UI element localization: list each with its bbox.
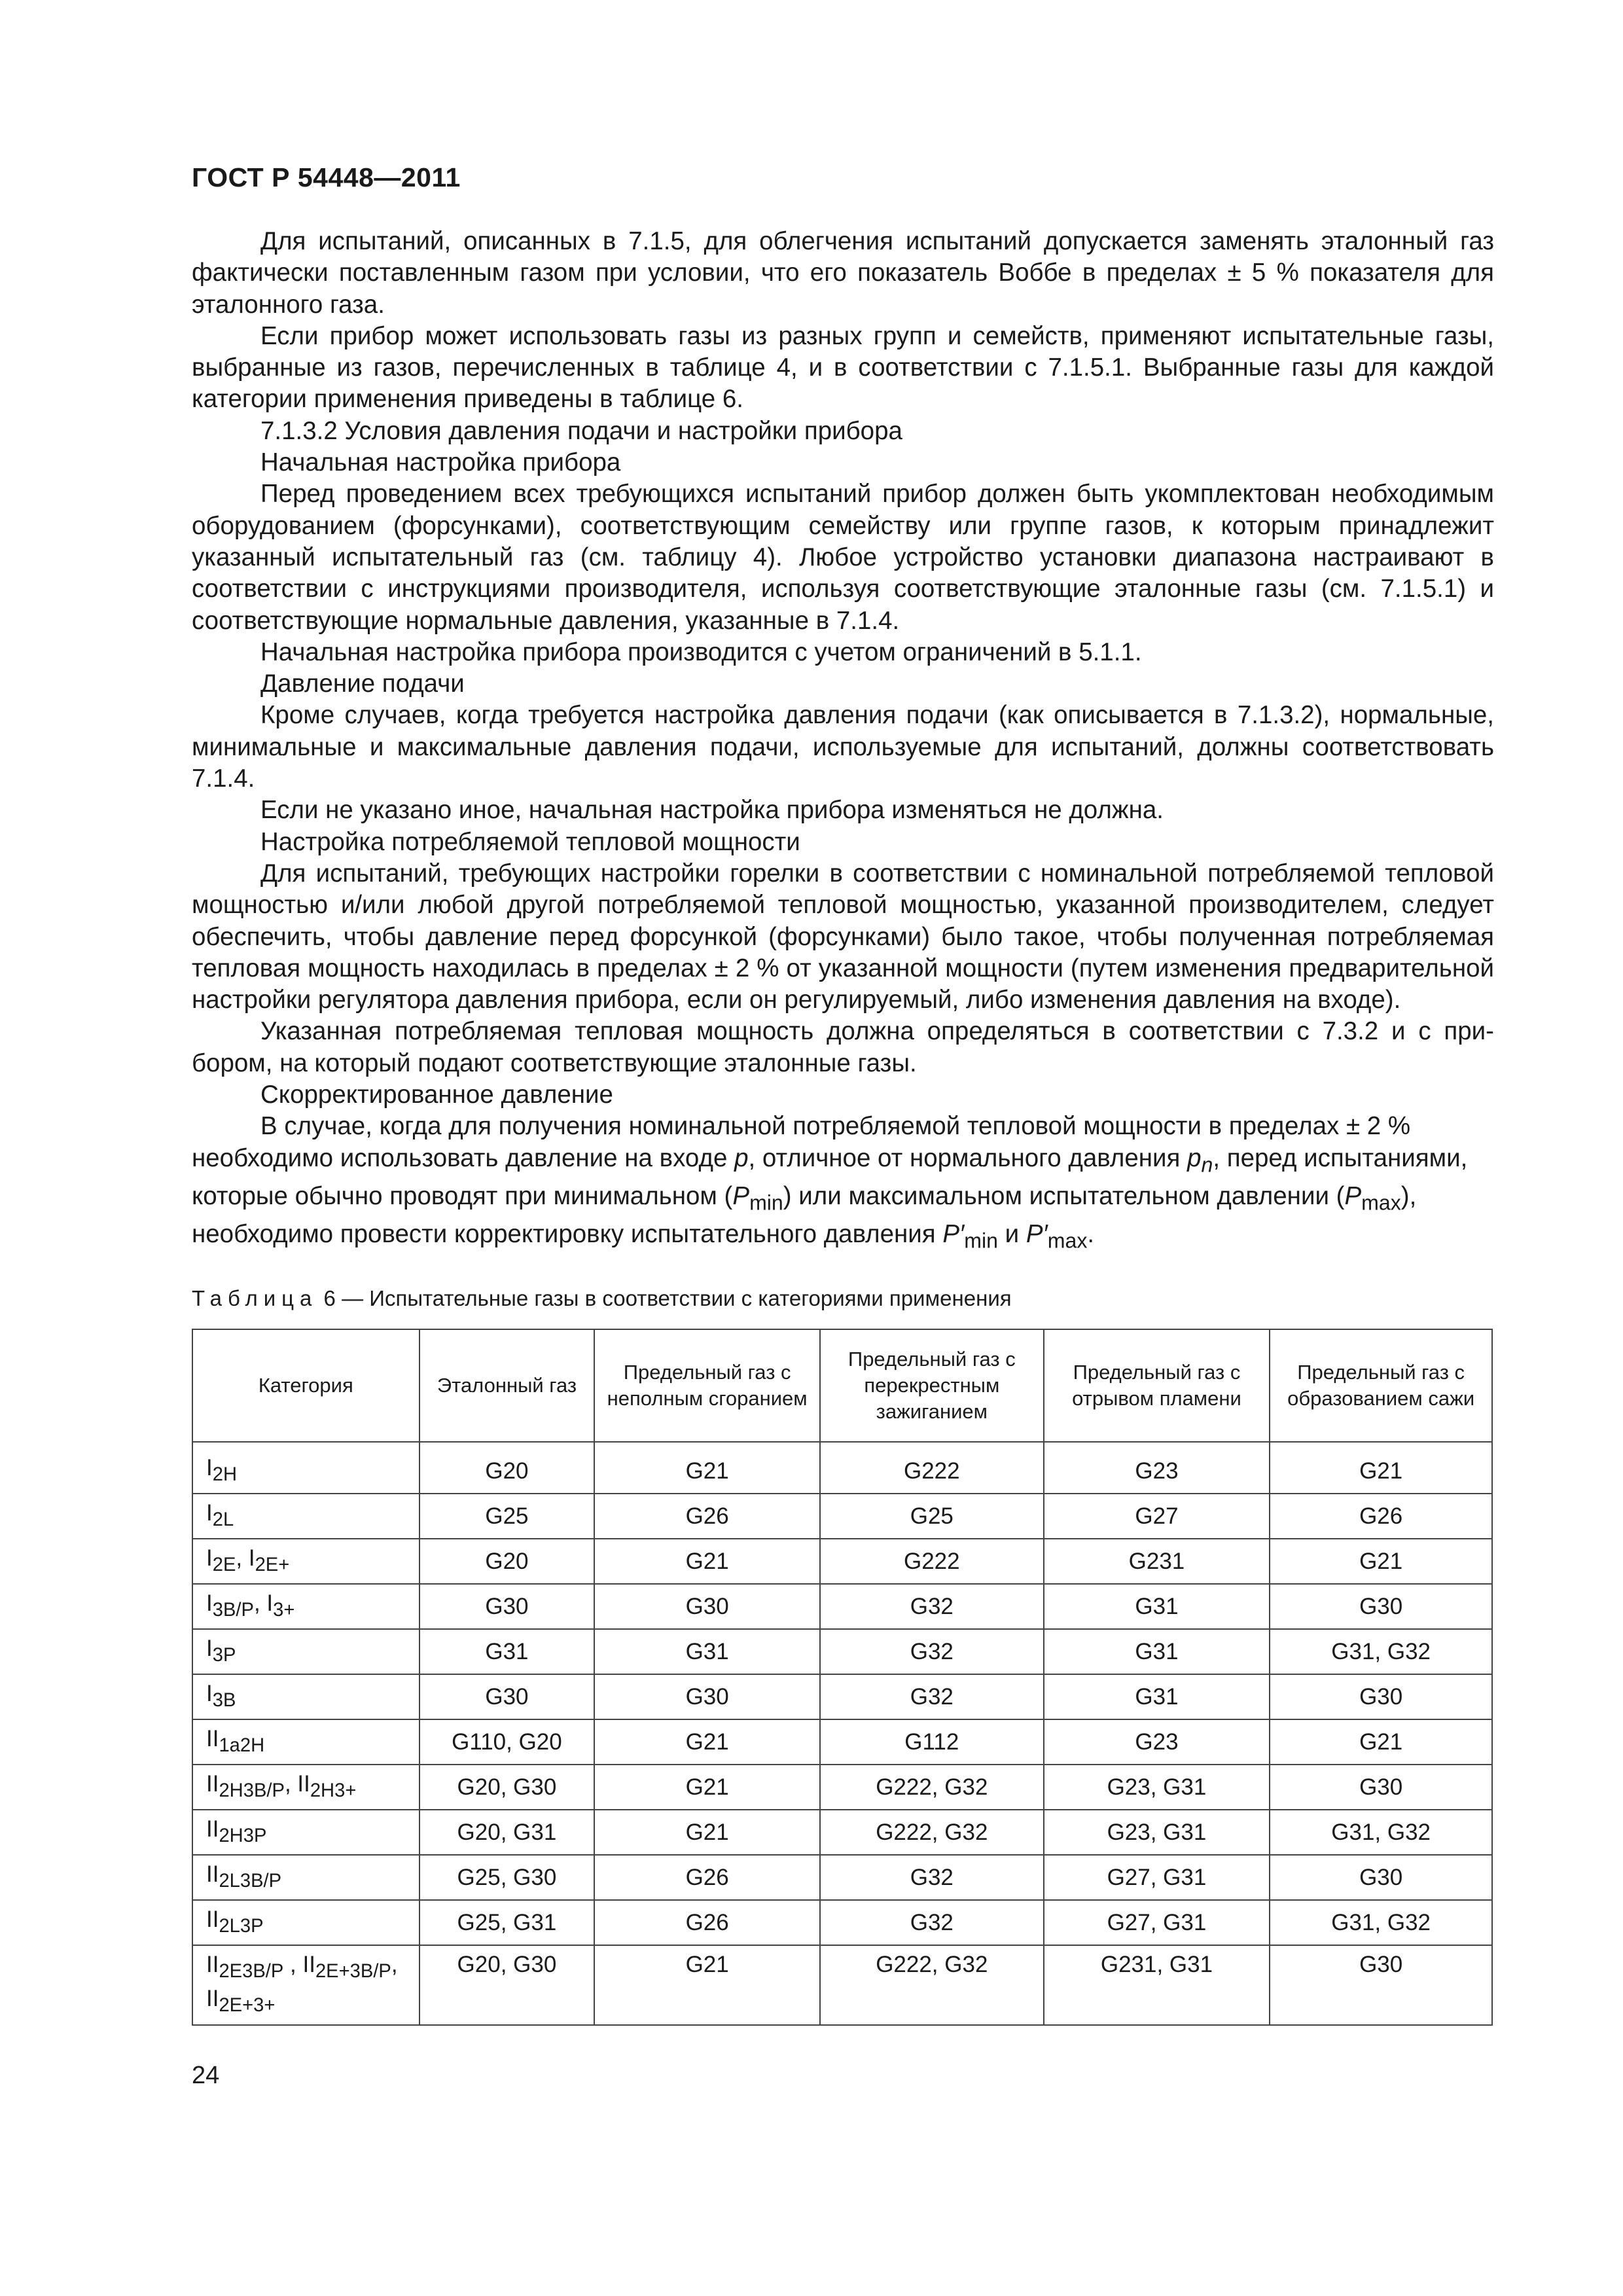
category-subscript: 2H3B/P <box>219 1780 285 1801</box>
category-cell: $II_{2H3B/P}$, $II_{2H3+}$ <box>192 1765 419 1810</box>
category-subscript: 2L3P <box>219 1915 264 1937</box>
category-symbol: II <box>297 1770 310 1797</box>
table-row <box>192 1539 1492 1584</box>
gas-cell: G21 <box>594 1539 820 1584</box>
gas-cell: G30 <box>419 1674 595 1719</box>
gas-cell: G31, G32 <box>1270 1900 1492 1945</box>
paragraph: Указанная потребляемая тепловая мощность должна определяться в соответствии с 7.3.2 и с прибором, на который подают соответствующие эталонные газы. <box>192 1017 1494 1077</box>
category-symbol: I <box>206 1680 213 1706</box>
gas-cell: G21 <box>594 1719 820 1765</box>
category-symbol: I <box>206 1454 213 1480</box>
category-symbol: II <box>206 1816 219 1842</box>
category-cell <box>192 1629 419 1674</box>
category-cell <box>192 1855 419 1900</box>
column-header: Предельный газ с перекрестным зажиганием <box>820 1329 1044 1442</box>
gas-cell: G222, G32 <box>820 1810 1044 1855</box>
table-row <box>192 1945 1492 2025</box>
table-header-row <box>192 1329 1492 1442</box>
gas-cell: G231, G31 <box>1044 1945 1270 2025</box>
category-symbol: II <box>206 1906 219 1932</box>
category-subscript: 3B/P <box>212 1599 254 1621</box>
gas-cell: G32 <box>820 1584 1044 1629</box>
category-symbol: I <box>206 1590 213 1616</box>
gas-cell: G25 <box>419 1494 595 1539</box>
category-symbol: II <box>206 1861 219 1887</box>
gas-cell: G31 <box>594 1629 820 1674</box>
table-row <box>192 1810 1492 1855</box>
gas-cell: G21 <box>594 1810 820 1855</box>
gas-cell: G20 <box>419 1442 595 1494</box>
section-heading: 7.1.3.2 Условия давления подачи и настройки прибора <box>260 416 902 445</box>
category-symbol: I <box>266 1590 274 1616</box>
category-symbol: II <box>206 1986 219 2011</box>
gas-cell: G112 <box>820 1719 1044 1765</box>
category-subscript: 3+ <box>273 1599 295 1621</box>
gas-cell: G21 <box>1270 1719 1492 1765</box>
paragraph: Перед проведением всех требующихся испытаний прибор должен быть укомплектован необходимым оборудованием (форсунками), соответствующим семейству или группе газов, к которым принадлежит указанный испытательный газ (см. таблицу 4). Любое устройство установки диапазона настраивают в соответствии с инструкциями производителя, используя соответствующие эталонные газы (см. 7.1.5.1) и соответствующие нормальные давления, указанные в 7.1.4. <box>192 480 1494 635</box>
gas-cell: G23, G31 <box>1044 1810 1270 1855</box>
gas-cell: G32 <box>820 1900 1044 1945</box>
gas-cell: G32 <box>820 1674 1044 1719</box>
category-cell: $I_{2E}$, $I_{2E+}$ <box>192 1539 419 1584</box>
gas-cell: G222, G32 <box>820 1765 1044 1810</box>
category-cell: $II_{2E3B/P}$ , $II_{2E+3B/P}$, $II_{2E+3+}$ <box>192 1945 419 2025</box>
gas-cell: G32 <box>820 1855 1044 1900</box>
column-header: Категория <box>192 1329 419 1442</box>
gas-cell: G231 <box>1044 1539 1270 1584</box>
gas-cell: G30 <box>1270 1855 1492 1900</box>
gas-cell: G222, G32 <box>820 1945 1044 2025</box>
gas-cell: G23 <box>1044 1719 1270 1765</box>
table-row <box>192 1674 1492 1719</box>
gas-cell: G222 <box>820 1539 1044 1584</box>
table-body <box>192 1442 1492 2025</box>
paragraph: Для испытаний, требующих настройки горелки в соответствии с номинальной потребляемой тепловой мощностью и/или любой другой потребляемой тепловой мощностью, указанной производителем, следует обеспечить, чтобы давление перед форсункой (форсунками) было такое, чтобы полученная потребляемая тепловая мощность находилась в пределах ± 2 % от указанной мощности (путем изменения предварительной настройки регулятора давления прибора, если он регулируемый, либо изменения давления на входе). <box>192 859 1494 1014</box>
category-symbol: II <box>302 1952 315 1977</box>
gas-cell: G25, G30 <box>419 1855 595 1900</box>
gas-cell: G25 <box>820 1494 1044 1539</box>
paragraph-corrected-pressure: В случае, когда для получения номинальной потребляемой тепловой мощности в пределах ± 2 % необходимо использовать давление на входе p, отличное от нормального давления $p_n$, перед испытаниями, которые обычно проводят при минимальном $(P_{min})$ или максимальном испытательном давлении $(P_{max})$, необходимо провести корректировку испытательного давления $P'_{min}$ и $P'_{max}$. <box>192 1112 1468 1253</box>
gas-cell: G26 <box>594 1494 820 1539</box>
category-symbol: I <box>206 1499 213 1526</box>
gas-cell: G21 <box>594 1945 820 2025</box>
gas-cell: G27 <box>1044 1494 1270 1539</box>
gas-cell: G30 <box>594 1674 820 1719</box>
category-symbol: II <box>206 1952 219 1977</box>
gas-cell: G25, G31 <box>419 1900 595 1945</box>
paragraph-heading: Начальная настройка прибора <box>260 448 621 477</box>
gas-cell: G30 <box>1270 1945 1492 2025</box>
gas-cell: G23, G31 <box>1044 1765 1270 1810</box>
gas-cell: G26 <box>1270 1494 1492 1539</box>
category-subscript: 3P <box>212 1644 236 1666</box>
category-cell <box>192 1719 419 1765</box>
gas-cell: G26 <box>594 1900 820 1945</box>
table-row <box>192 1442 1492 1494</box>
category-subscript: 2E+3+ <box>219 1995 276 2016</box>
table-row <box>192 1900 1492 1945</box>
category-symbol: I <box>248 1545 255 1571</box>
category-subscript: 2H3P <box>219 1825 267 1846</box>
table-caption <box>192 1286 1012 1311</box>
page-number: 24 <box>192 2062 220 2089</box>
gas-cell: G30 <box>594 1584 820 1629</box>
gas-cell: G222 <box>820 1442 1044 1494</box>
gas-cell: G31 <box>1044 1674 1270 1719</box>
gas-cell: G27, G31 <box>1044 1855 1270 1900</box>
column-header: Эталонный газ <box>419 1329 595 1442</box>
paragraph: Начальная настройка прибора производится с учетом ограничений в 5.1.1. <box>260 637 1142 666</box>
gas-cell: G31 <box>419 1629 595 1674</box>
category-subscript: 2L <box>212 1509 234 1530</box>
category-subscript: 2E <box>212 1554 236 1575</box>
gas-cell: G21 <box>594 1442 820 1494</box>
gas-cell: G26 <box>594 1855 820 1900</box>
gas-cell: G20, G30 <box>419 1765 595 1810</box>
category-cell <box>192 1674 419 1719</box>
paragraph: Если не указано иное, начальная настройка прибора изменяться не должна. <box>260 796 1164 825</box>
category-subscript: 2E+ <box>255 1554 290 1575</box>
paragraph: Для испытаний, описанных в 7.1.5, для облегчения испытаний допускается заменять эталонный газ фактически поставленным газом при условии, что его показатель Воббе в пределах ± 5 % показателя для эталонного газа. <box>192 227 1494 319</box>
category-subscript: 2H3+ <box>310 1780 357 1801</box>
gas-cell: G31 <box>1044 1629 1270 1674</box>
gas-cell: G31, G32 <box>1270 1810 1492 1855</box>
table-caption-label: Таблица <box>192 1286 318 1310</box>
category-cell <box>192 1442 419 1494</box>
table-row <box>192 1719 1492 1765</box>
paragraph-heading: Скорректированное давление <box>260 1081 613 1109</box>
gas-cell: G20 <box>419 1539 595 1584</box>
category-cell <box>192 1810 419 1855</box>
document-header: ГОСТ Р 54448—2011 <box>192 162 461 192</box>
category-symbol: II <box>206 1725 219 1751</box>
gas-cell: G20, G31 <box>419 1810 595 1855</box>
paragraph: Если прибор может использовать газы из разных групп и семейств, применяют испытательные газы, выбранные из газов, перечисленных в таблице 4, и в соответствии с 7.1.5.1. Выбранные газы для каждой категории применения приведены в таблице 6. <box>192 321 1494 414</box>
paragraph: Кроме случаев, когда требуется настройка давления подачи (как описывается в 7.1.3.2), нормальные, минимальные и максимальные давления подачи, используемые для испытаний, должны соответствовать 7.1.4. <box>192 701 1494 793</box>
gas-cell: G20, G30 <box>419 1945 595 2025</box>
column-header: Предельный газ с отрывом пламени <box>1044 1329 1270 1442</box>
gas-cell: G27, G31 <box>1044 1900 1270 1945</box>
gas-cell: G31 <box>1044 1584 1270 1629</box>
gas-cell: G31, G32 <box>1270 1629 1492 1674</box>
category-cell <box>192 1494 419 1539</box>
gas-cell: G23 <box>1044 1442 1270 1494</box>
paragraph-heading: Давление подачи <box>260 670 465 698</box>
test-gases-table <box>192 1329 1493 2026</box>
category-subscript: 3B <box>212 1689 236 1711</box>
gas-cell: G30 <box>1270 1674 1492 1719</box>
category-subscript: 2L3B/P <box>219 1870 282 1892</box>
category-cell <box>192 1900 419 1945</box>
table-row <box>192 1629 1492 1674</box>
table-row <box>192 1494 1492 1539</box>
category-subscript: 2H <box>212 1463 238 1485</box>
category-symbol: I <box>206 1635 213 1661</box>
gas-cell: G21 <box>1270 1539 1492 1584</box>
table-row <box>192 1584 1492 1629</box>
category-cell: $I_{3B/P}$, $I_{3+}$ <box>192 1584 419 1629</box>
column-header: Предельный газ с образованием сажи <box>1270 1329 1492 1442</box>
gas-cell: G110, G20 <box>419 1719 595 1765</box>
gas-cell: G30 <box>419 1584 595 1629</box>
category-subscript: 1a2H <box>219 1734 265 1756</box>
category-subscript: 2E3B/P <box>219 1961 284 1982</box>
column-header: Предельный газ с неполным сгоранием <box>594 1329 820 1442</box>
table-caption-title: 6 — Испытательные газы в соответствии с категориями применения <box>317 1286 1012 1310</box>
paragraph-heading: Настройка потребляемой тепловой мощности <box>260 827 800 856</box>
category-symbol: I <box>206 1545 213 1571</box>
gas-cell: G21 <box>594 1765 820 1810</box>
category-symbol: II <box>206 1770 219 1797</box>
gas-cell: G30 <box>1270 1765 1492 1810</box>
table-row <box>192 1855 1492 1900</box>
gas-cell: G21 <box>1270 1442 1492 1494</box>
body-text <box>192 226 1494 1257</box>
category-subscript: 2E+3B/P <box>315 1961 391 1982</box>
table-row <box>192 1765 1492 1810</box>
gas-cell: G30 <box>1270 1584 1492 1629</box>
gas-cell: G32 <box>820 1629 1044 1674</box>
